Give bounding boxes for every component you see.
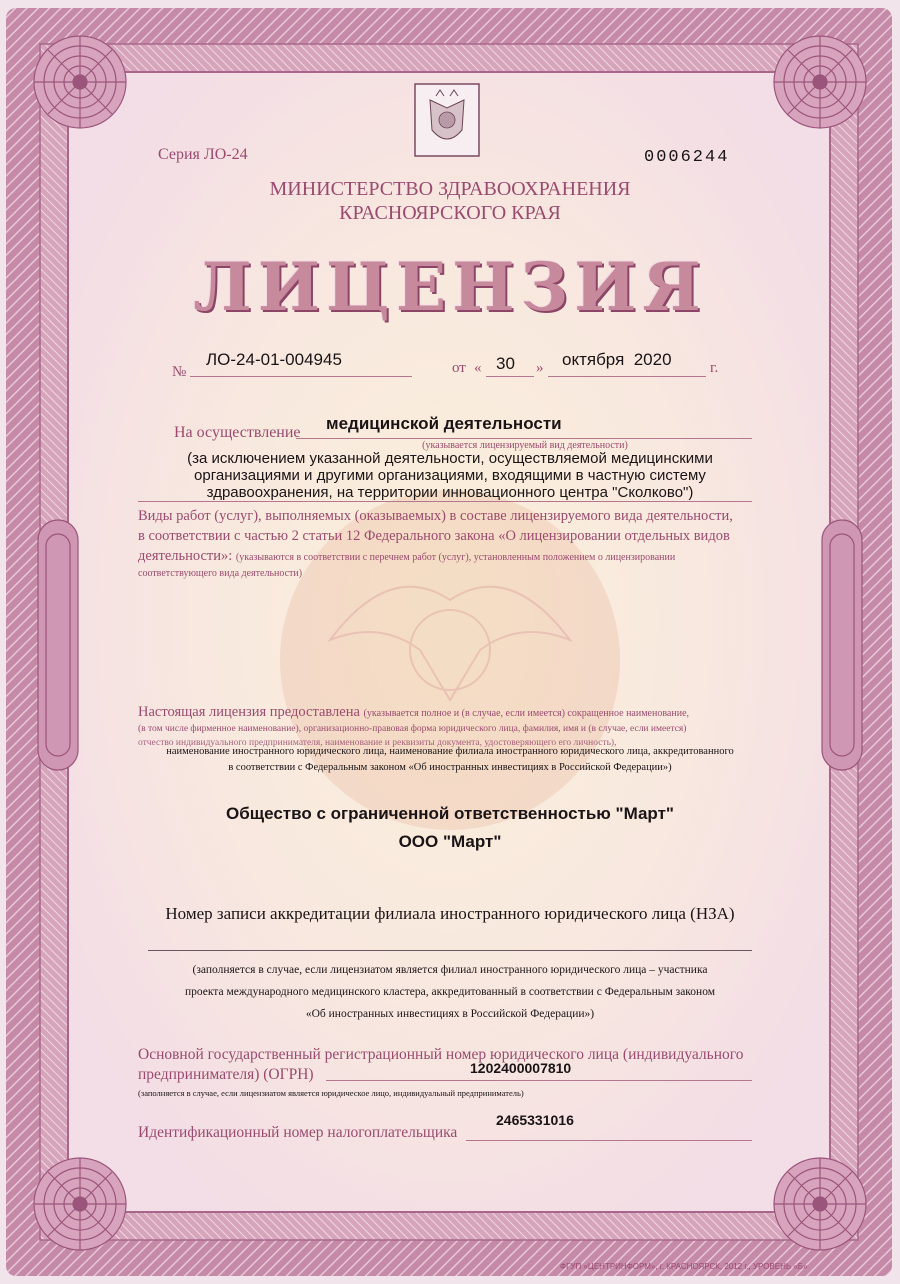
works-line3-hint: (указываются в соответствии с перечнем работ (услуг), установленным положением о лицензировании (235, 552, 676, 563)
year-suffix: г. (710, 360, 719, 376)
ogrn-hint: (заполняется в случае, если лицензиатом является юридическое лицо, индивидуальный предприниматель) (138, 1088, 524, 1098)
ogrn-label-line2: предпринимателя) (ОГРН) (138, 1066, 314, 1083)
form-serial-number: 0006244 (644, 148, 730, 167)
activity-value: медицинской деятельности (326, 414, 562, 433)
date-quote-close: » (536, 360, 544, 376)
granted-hint4: наименование иностранного юридического лица, наименование филиала иностранного юридического лица, аккредитованного (166, 746, 734, 757)
nza-hint2: проекта международного медицинского кластера, аккредитованный в соответствии с Федеральным законом (184, 986, 716, 998)
ogrn-label-line1: Основной государственный регистрационный номер юридического лица (индивидуального (138, 1046, 744, 1063)
printer-imprint: ФГУП «ЦЕНТРИНФОРМ», г. КРАСНОЯРСК, 2012 г., УРОВЕНЬ «Б» (560, 1262, 808, 1271)
granted-hint5: в соответствии с Федеральным законом «Об иностранных инвестициях в Российской Федерации») (228, 762, 672, 773)
ministry-name-line1: МИНИСТЕРСТВО ЗДРАВООХРАНЕНИЯ (269, 178, 631, 200)
activity-note-line1: (за исключением указанной деятельности, осуществляемой медицинскими (187, 450, 713, 467)
granted-hint3: отчество индивидуального предпринимателя, наименование и реквизиты документа, удостоверяющего его личность), (138, 738, 617, 748)
series-label: Серия ЛО-24 (158, 146, 248, 163)
date-from-label: от (452, 360, 466, 376)
works-line3 (138, 548, 675, 565)
document-title: ЛИЦЕНЗИЯ (193, 248, 707, 326)
number-sign: № (172, 364, 187, 380)
nza-label: Номер записи аккредитации филиала иностранного юридического лица (НЗА) (165, 904, 735, 923)
works-line1: Виды работ (услуг), выполняемых (оказываемых) в составе лицензируемого вида деятельности, (138, 508, 733, 524)
granted-hint1: (указывается полное и (в случае, если имеется) сокращенное наименование, (363, 708, 690, 719)
works-line2: в соответствии с частью 2 статьи 12 Федерального закона «О лицензировании отдельных видов (138, 528, 730, 544)
activity-note-line2: организациями и другими организациями, входящими в частную систему (194, 467, 706, 484)
date-quote-open: « (474, 360, 482, 376)
works-line4-hint: соответствующего вида деятельности) (138, 568, 303, 579)
licensee-short-name: ООО "Март" (398, 832, 502, 851)
inn-label: Идентификационный номер налогоплательщика (138, 1124, 458, 1141)
license-month-year: октября 2020 (562, 350, 672, 369)
licensee-full-name: Общество с ограниченной ответственностью "Март" (226, 804, 674, 823)
activity-hint: (указывается лицензируемый вид деятельности) (422, 440, 628, 451)
inn-value: 2465331016 (496, 1112, 574, 1128)
activity-label: На осуществление (174, 424, 301, 441)
nza-hint3: «Об иностранных инвестициях в Российской Федерации») (305, 1008, 595, 1020)
license-number: ЛО-24-01-004945 (206, 350, 342, 369)
coat-of-arms-emblem (415, 84, 479, 156)
ministry-name-line2: КРАСНОЯРСКОГО КРАЯ (339, 202, 561, 224)
license-day: 30 (496, 354, 515, 373)
granted-label: Настоящая лицензия предоставлена (138, 704, 360, 720)
activity-note-line3: здравоохранения, на территории инновационного центра "Сколково") (206, 484, 694, 501)
granted-hint2: (в том числе фирменное наименование), организационно-правовая форма юридического лица, фамилия, имя и (в случае, если имеется) (138, 724, 687, 734)
nza-hint1: (заполняется в случае, если лицензиатом является филиал иностранного юридического лица – участника (192, 964, 708, 976)
granted-line1 (138, 704, 689, 721)
works-line3-main: деятельности»: (138, 548, 233, 564)
ogrn-value: 1202400007810 (470, 1060, 572, 1076)
